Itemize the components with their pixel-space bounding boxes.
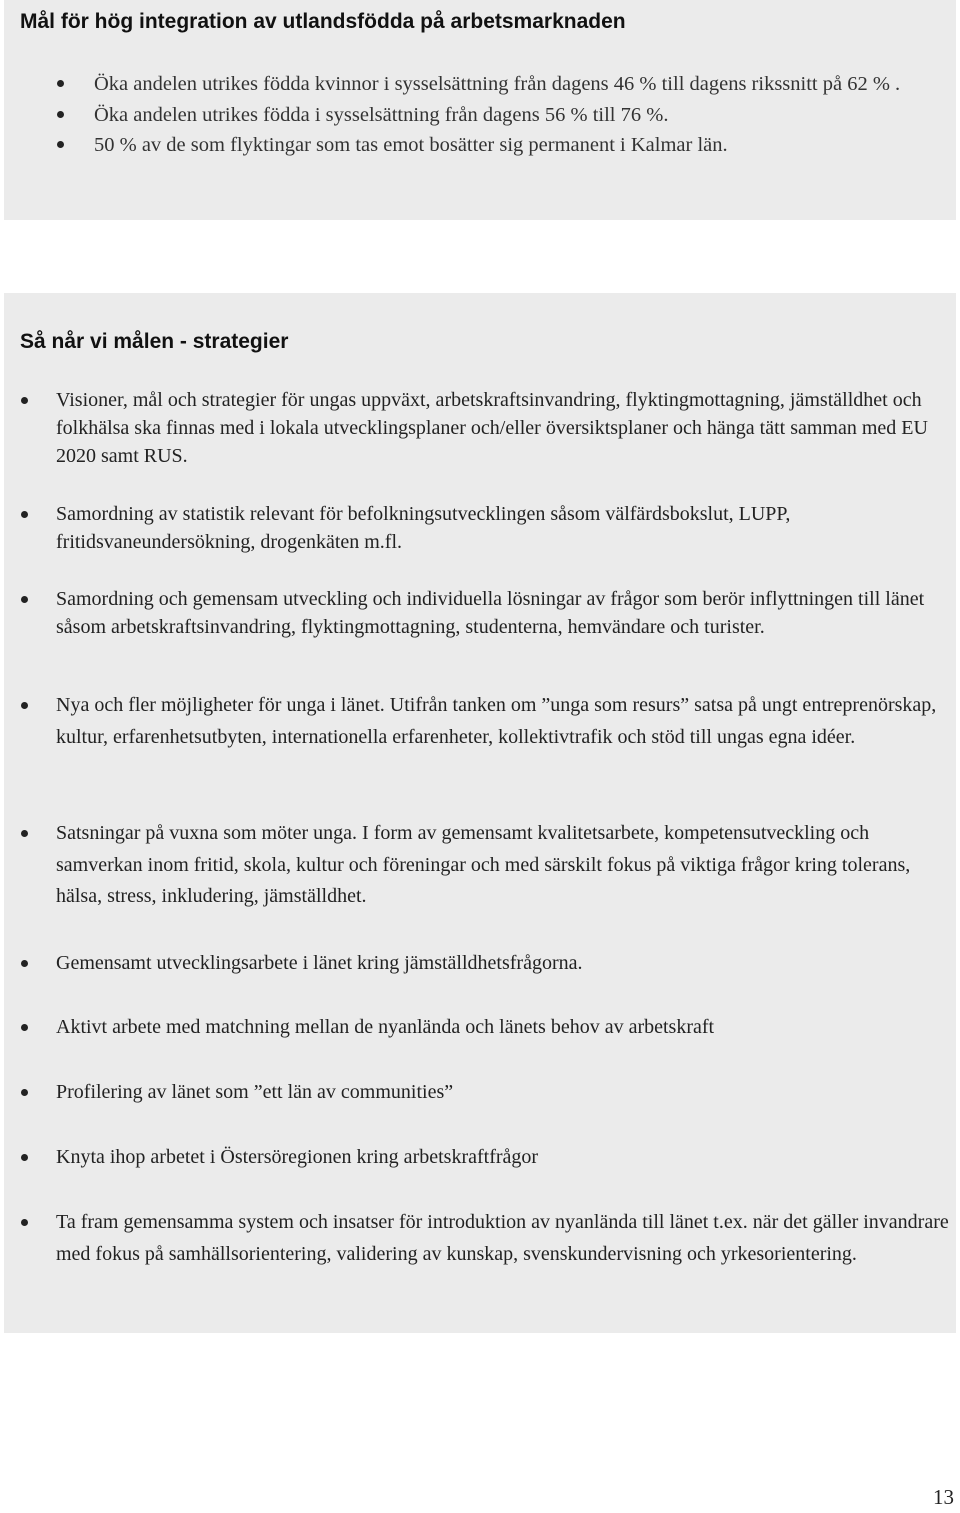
bullet-icon <box>21 1024 28 1031</box>
bullet-icon <box>21 1219 28 1226</box>
list-item <box>4 69 954 100</box>
bullet-icon <box>21 1089 28 1096</box>
list-item-text: Samordning av statistik relevant för befolkningsutvecklingen såsom välfärdsbokslut, LUPP, fritidsvaneundersökning, drogenkäten m.fl. <box>56 503 791 553</box>
list-item <box>4 948 952 980</box>
list-item <box>4 500 952 556</box>
list-item <box>4 1207 952 1270</box>
bullet-icon <box>21 1154 28 1161</box>
list-item-text: Öka andelen utrikes födda i sysselsättning från dagens 56 % till 76 %. <box>94 103 669 126</box>
list-item-text: Visioner, mål och strategier för ungas uppväxt, arbetskraftsinvandring, flyktingmottagning, jämställdhet och folkhälsa ska finnas med i lokala utvecklingsplaner och/eller översiktsplaner och hänga tätt samman med EU 2020 samt RUS. <box>56 389 928 467</box>
list-item <box>4 1012 952 1044</box>
list-item <box>4 1077 952 1109</box>
goals-title: Mål för hög integration av utlandsfödda på arbetsmarknaden <box>20 10 626 33</box>
bullet-icon <box>57 111 64 118</box>
goals-list <box>4 69 954 161</box>
bullet-icon <box>21 511 28 518</box>
page-number: 13 <box>933 1485 954 1509</box>
list-item <box>4 818 952 913</box>
bullet-icon <box>21 702 28 709</box>
list-item <box>4 386 952 470</box>
list-item-text: Nya och fler möjligheter för unga i länet. Utifrån tanken om ”unga som resurs” satsa på ungt entreprenörskap, kultur, erfarenhetsutbyten, internationella erfarenheter, kollektivtrafik och stöd till ungas egna idéer. <box>56 694 937 748</box>
bullet-icon <box>57 141 64 148</box>
list-item <box>4 1142 952 1174</box>
list-item <box>4 690 952 753</box>
list-item-text: Samordning och gemensam utveckling och individuella lösningar av frågor som berör inflyttningen till länet såsom arbetskraftsinvandring, flyktingmottagning, studenterna, hemvändare och turister. <box>56 588 925 638</box>
strategies-title: Så når vi målen - strategier <box>20 330 289 353</box>
goals-box <box>4 0 956 220</box>
bullet-icon <box>21 830 28 837</box>
list-item <box>4 130 954 161</box>
list-item-text: Profilering av länet som ”ett län av communities” <box>56 1081 454 1103</box>
bullet-icon <box>21 397 28 404</box>
list-item-text: Satsningar på vuxna som möter unga. I form av gemensamt kvalitetsarbete, kompetensutveckling och samverkan inom fritid, skola, kultur och föreningar och med särskilt fokus på viktiga frågor kring tolerans, hälsa, stress, inkludering, jämställdhet. <box>56 822 911 907</box>
list-item-text: Aktivt arbete med matchning mellan de nyanlända och länets behov av arbetskraft <box>56 1016 715 1038</box>
bullet-icon <box>21 596 28 603</box>
list-item-text: Knyta ihop arbetet i Östersöregionen kring arbetskraftfrågor <box>56 1146 539 1168</box>
list-item-text: 50 % av de som flyktingar som tas emot bosätter sig permanent i Kalmar län. <box>94 134 728 156</box>
list-item <box>4 585 952 641</box>
list-item-text: Öka andelen utrikes födda kvinnor i sysselsättning från dagens 46 % till dagens rikssnitt på 62 % . <box>94 73 901 95</box>
bullet-icon <box>21 960 28 967</box>
list-item <box>4 100 954 131</box>
bullet-icon <box>57 80 64 87</box>
list-item-text: Ta fram gemensamma system och insatser för introduktion av nyanlända till länet t.ex. när det gäller invandrare med fokus på samhällsorientering, validering av kunskap, svenskundervisning och yrkesorientering. <box>56 1211 949 1265</box>
strategies-box <box>4 293 956 1333</box>
list-item-text: Gemensamt utvecklingsarbete i länet kring jämställdhetsfrågorna. <box>56 952 583 974</box>
